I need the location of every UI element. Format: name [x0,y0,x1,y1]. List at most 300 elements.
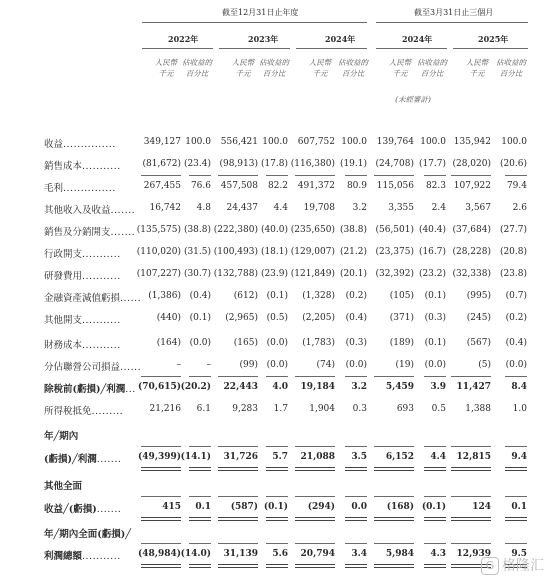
row-label [44,359,141,373]
row-label-text: 利潤總額 [44,551,83,562]
amount-cell: 693 [396,404,414,414]
col-header-rmb-line2: 千元 [158,69,174,78]
row-label [44,548,121,562]
percent-cell: 0.5 [431,404,446,414]
amount-cell: (98,913) [219,159,258,169]
percent-cell: 79.4 [506,181,527,191]
percent-cell: 4.4 [273,203,288,213]
percent-cell: 0.0 [351,502,367,512]
total-double-rule [295,564,335,568]
percent-cell: (0.0) [189,338,211,348]
row-label-text: 年╱期內 [44,431,79,442]
col-header-rmb-line1: 人民幣 [308,58,332,67]
row-label-text: 其他開支 [44,315,83,326]
percent-cell: (14.0) [180,549,211,559]
amount-cell: 16,742 [149,203,181,213]
subtotal-rule [141,543,181,544]
amount-cell: (121,849) [290,269,335,279]
amount-cell: 115,056 [376,181,414,191]
subtotal-rule [424,376,446,377]
amount-cell: 21,216 [149,404,181,414]
amount-cell: (28,228) [452,247,491,257]
row-label [44,290,141,304]
row-label [44,478,82,492]
percent-cell: 3.5 [351,452,367,462]
percent-cell: (17.7) [418,159,446,169]
total-double-rule [218,467,258,471]
col-header-pct-line1: 佔收益的 [182,58,212,67]
row-label-text: 除稅前(虧損)╱利潤 [44,384,126,395]
amount-cell: (567) [466,338,491,348]
subtotal-rule [189,175,211,176]
amount-cell: (49,399) [138,452,181,462]
percent-cell: 76.6 [190,181,211,191]
amount-cell: 5,984 [385,549,414,559]
subtotal-rule [345,446,367,447]
subtotal-rule [189,496,211,497]
amount-cell: (70,615) [138,382,181,392]
amount-cell: 135,942 [453,137,491,147]
amount-cell: 19,184 [300,382,335,392]
amount-cell: 19,708 [303,203,335,213]
total-double-rule [345,467,367,471]
percent-cell: 4.0 [272,382,288,392]
row-label-text: 收益 [44,139,64,150]
total-double-rule [505,517,527,521]
percent-cell: (0.0) [424,360,446,370]
amount-cell: (587) [230,502,258,512]
total-double-rule [374,517,414,521]
percent-cell: 0.3 [352,404,367,414]
total-double-rule [451,517,491,521]
total-double-rule [424,564,446,568]
amount-cell: (2,205) [302,313,335,323]
amount-cell: (105) [389,291,414,301]
row-label [44,202,135,216]
amount-cell: (294) [307,502,335,512]
percent-cell: (27.7) [499,225,527,235]
amount-cell: 607,752 [297,137,335,147]
amount-cell: (37,684) [452,225,491,235]
subtotal-rule [505,496,527,497]
total-double-rule [189,564,211,568]
group-header-q1: 截至3月31日止三個月 [414,8,494,17]
year-rule [453,48,528,49]
col-header-pct-line1: 佔收益的 [259,58,289,67]
amount-cell: 1,388 [465,404,491,414]
percent-cell: (23.2) [418,269,446,279]
year-header-2024: 2024年 [325,34,356,44]
percent-cell: (0.1) [189,313,211,323]
subtotal-rule [451,175,491,176]
percent-cell: 1.0 [512,404,527,414]
group-rule-q1 [376,22,528,23]
subtotal-rule [141,175,181,176]
amount-cell: 267,455 [143,181,181,191]
row-label-text: 金融資產減值虧損 [44,293,121,304]
row-label-leader: ...... [120,362,142,373]
subtotal-rule [295,543,335,544]
subtotal-rule [266,446,288,447]
percent-cell: (40.4) [418,225,446,235]
row-label [44,451,121,465]
subtotal-rule [141,446,181,447]
percent-cell: (20.8) [499,247,527,257]
total-double-rule [424,517,446,521]
row-label-leader: ............... [63,183,116,194]
row-label-leader: ........... [82,161,121,172]
amount-cell: 31,139 [223,549,258,559]
col-header-rmb-line1: 人民幣 [231,58,255,67]
amount-cell: (48,984) [138,549,181,559]
amount-cell: 24,437 [226,203,258,213]
col-header-rmb [227,57,259,79]
percent-cell: (17.8) [260,159,288,169]
subtotal-rule [505,446,527,447]
amount-cell: (99) [239,360,258,370]
row-label-text: 所得稅抵免 [44,406,92,417]
col-header-rmb [461,57,493,79]
subtotal-rule [218,446,258,447]
amount-cell: (1,328) [302,291,335,301]
row-label [44,158,121,172]
row-label [44,403,123,417]
col-header-rmb [384,57,416,79]
year-rule [296,48,367,49]
year-header-2024-q1: 2024年 [402,34,433,44]
col-header-pct [336,57,370,79]
percent-cell: 0.1 [195,502,211,512]
percent-cell: (38.8) [339,225,367,235]
percent-cell: 4.4 [430,452,446,462]
amount-cell: (132,788) [213,269,258,279]
total-double-rule [141,517,181,521]
subtotal-rule [295,496,335,497]
subtotal-rule [218,543,258,544]
amount-cell: 1,904 [309,404,335,414]
amount-cell: (24,708) [375,159,414,169]
percent-cell: (0.7) [505,291,527,301]
col-header-rmb-line2: 千元 [235,69,251,78]
subtotal-rule [266,543,288,544]
subtotal-rule [424,496,446,497]
total-double-rule [451,467,491,471]
row-label-leader: ....... [96,504,122,515]
subtotal-rule [505,376,527,377]
subtotal-rule [451,376,491,377]
row-label [44,381,136,395]
amount-cell: 491,372 [297,181,335,191]
amount-cell: (129,007) [290,247,335,257]
subtotal-rule [295,376,335,377]
total-double-rule [424,467,446,471]
amount-cell: (245) [466,313,491,323]
percent-cell: (23.8) [499,269,527,279]
subtotal-rule [451,543,491,544]
row-label-text: 財務成本 [44,340,83,351]
col-header-rmb-line1: 人民幣 [154,58,178,67]
col-header-rmb-line2: 千元 [392,69,408,78]
subtotal-rule [451,496,491,497]
percent-cell: 80.9 [346,181,367,191]
row-label [44,337,121,351]
amount-cell: (189) [389,338,414,348]
year-rule [376,48,447,49]
subtotal-rule [218,175,258,176]
amount-cell: (371) [389,313,414,323]
col-header-pct-line1: 佔收益的 [496,58,526,67]
percent-cell: (0.0) [505,360,527,370]
total-double-rule [141,564,181,568]
total-double-rule [266,517,288,521]
percent-cell: (20.1) [339,269,367,279]
subtotal-rule [345,376,367,377]
percent-cell: (0.1) [263,502,288,512]
col-header-rmb-line2: 千元 [469,69,485,78]
group-rule-fy [142,22,367,23]
total-double-rule [141,467,181,471]
subtotal-rule [266,496,288,497]
amount-cell: 6,152 [385,452,414,462]
watermark-text: 格隆汇 [502,558,544,574]
subtotal-rule [218,496,258,497]
col-header-rmb [304,57,336,79]
amount-cell: 12,939 [456,549,491,559]
amount-cell: (81,672) [142,159,181,169]
total-double-rule [189,517,211,521]
amount-cell: (612) [233,291,258,301]
subtotal-rule [189,446,211,447]
col-header-rmb-line2: 千元 [312,69,328,78]
percent-cell: 1.7 [273,404,288,414]
percent-cell: 100.0 [420,137,446,147]
amount-cell: (995) [466,291,491,301]
total-double-rule [189,467,211,471]
subtotal-rule [295,175,335,176]
percent-cell: (0.4) [189,291,211,301]
subtotal-rule [345,175,367,176]
percent-cell: 9.5 [511,549,527,559]
percent-cell: (0.3) [424,313,446,323]
percent-cell: (0.0) [266,338,288,348]
year-rule [219,48,290,49]
subtotal-rule [266,175,288,176]
subtotal-rule [424,446,446,447]
amount-cell: – [176,360,181,370]
row-label-leader: ....... [110,227,136,238]
percent-cell: (0.2) [345,291,367,301]
amount-cell: 20,794 [300,549,335,559]
amount-cell: (165) [233,338,258,348]
row-label-text: (虧損)╱利潤 [44,454,97,465]
percent-cell: 4.3 [430,549,446,559]
percent-cell: (0.3) [345,338,367,348]
percent-cell: (0.0) [266,360,288,370]
amount-cell: (19) [395,360,414,370]
percent-cell: 100.0 [185,137,211,147]
total-double-rule [345,517,367,521]
amount-cell: 21,088 [300,452,335,462]
amount-cell: (5) [478,360,491,370]
row-label [44,224,135,238]
row-label-leader: ....... [110,205,136,216]
row-label-text: 分佔聯營公司損益 [44,362,121,373]
subtotal-rule [374,175,414,176]
row-label-text: 研發費用 [44,271,83,282]
total-double-rule [218,517,258,521]
total-double-rule [374,467,414,471]
col-header-pct [494,57,528,79]
col-header-pct-line1: 佔收益的 [417,58,447,67]
percent-cell: 100.0 [501,137,527,147]
watermark [481,555,544,575]
subtotal-rule [141,496,181,497]
total-double-rule [295,467,335,471]
col-header-rmb-line1: 人民幣 [465,58,489,67]
percent-cell: (21.2) [339,247,367,257]
percent-cell: (20.6) [499,159,527,169]
percent-cell: 3.9 [430,382,446,392]
percent-cell: (0.4) [505,338,527,348]
year-header-2025-q1: 2025年 [478,34,509,44]
amount-cell: 457,508 [220,181,258,191]
percent-cell: (0.4) [345,313,367,323]
amount-cell: 22,443 [223,382,258,392]
amount-cell: (1,783) [302,338,335,348]
percent-cell: 3.2 [352,203,367,213]
col-header-pct-line2: 百分比 [185,69,209,78]
row-label-text: 收益╱(虧損) [44,504,97,515]
amount-cell: (110,020) [136,247,181,257]
amount-cell: (23,375) [375,247,414,257]
percent-cell: (20.2) [180,382,211,392]
subtotal-rule [374,446,414,447]
row-label-leader: ........... [82,249,121,260]
year-rule [142,48,213,49]
percent-cell: – [206,360,211,370]
col-header-pct [415,57,449,79]
col-header-pct-line2: 百分比 [341,69,365,78]
amount-cell: 31,726 [223,452,258,462]
amount-cell: 9,283 [232,404,258,414]
row-label [44,501,121,515]
total-double-rule [345,564,367,568]
amount-cell: 139,764 [376,137,414,147]
row-label-text: 銷售成本 [44,161,83,172]
subtotal-rule [505,543,527,544]
unaudited-note: (未經審計) [395,95,431,104]
row-label-leader: ...... [120,293,142,304]
amount-cell: (32,392) [375,269,414,279]
percent-cell: 82.2 [267,181,288,191]
row-label-text: 毛利 [44,183,64,194]
row-label [44,136,116,150]
amount-cell: 556,421 [220,137,258,147]
subtotal-rule [141,376,181,377]
amount-cell: (74) [316,360,335,370]
percent-cell: 5.7 [272,452,288,462]
row-label [44,428,78,442]
amount-cell: (135,575) [136,225,181,235]
amount-cell: (116,380) [290,159,335,169]
subtotal-rule [374,376,414,377]
amount-cell: (100,493) [213,247,258,257]
subtotal-rule [345,496,367,497]
col-header-pct [180,57,214,79]
col-header-rmb [150,57,182,79]
row-label-leader: ........... [82,340,121,351]
amount-cell: 415 [162,502,181,512]
percent-cell: 9.4 [511,452,527,462]
percent-cell: (23.4) [183,159,211,169]
row-label-leader: ....... [96,454,122,465]
percent-cell: (18.1) [260,247,288,257]
amount-cell: 349,127 [143,137,181,147]
percent-cell: 5.6 [272,549,288,559]
amount-cell: 3,567 [465,203,491,213]
col-header-rmb-line1: 人民幣 [388,58,412,67]
total-double-rule [505,467,527,471]
row-label-leader: ......... [91,406,124,417]
percent-cell: (0.0) [345,360,367,370]
percent-cell: 6.1 [196,404,211,414]
percent-cell: (38.8) [183,225,211,235]
row-label [44,246,121,260]
amount-cell: (56,501) [375,225,414,235]
amount-cell: 5,459 [385,382,414,392]
percent-cell: 100.0 [262,137,288,147]
percent-cell: (0.5) [266,313,288,323]
total-double-rule [218,564,258,568]
amount-cell: (440) [156,313,181,323]
percent-cell: (0.1) [421,502,446,512]
subtotal-rule [189,376,211,377]
col-header-pct-line1: 佔收益的 [338,58,368,67]
year-header-2022: 2022年 [168,34,199,44]
percent-cell: (16.7) [418,247,446,257]
col-header-pct-line2: 百分比 [262,69,286,78]
group-header-fy: 截至12月31日止年度 [222,8,299,17]
row-label-text: 銷售及分銷開支 [44,227,111,238]
amount-cell: 124 [472,502,491,512]
col-header-pct [257,57,291,79]
percent-cell: 8.4 [511,382,527,392]
percent-cell: (31.5) [183,247,211,257]
percent-cell: 3.2 [351,382,367,392]
amount-cell: (107,227) [136,269,181,279]
percent-cell: (14.1) [180,452,211,462]
percent-cell: (0.1) [266,291,288,301]
amount-cell: (164) [156,338,181,348]
row-label-text: 年╱期內全面(虧損)╱ [44,529,131,540]
amount-cell: (168) [386,502,414,512]
row-label-leader: ... [125,384,136,395]
subtotal-rule [218,376,258,377]
percent-cell: (0.2) [505,313,527,323]
col-header-pct-line2: 百分比 [420,69,444,78]
percent-cell: (0.1) [424,291,446,301]
amount-cell: (32,338) [452,269,491,279]
row-label [44,180,116,194]
subtotal-rule [424,543,446,544]
amount-cell: (2,965) [225,313,258,323]
percent-cell: 100.0 [341,137,367,147]
subtotal-rule [451,446,491,447]
total-double-rule [266,467,288,471]
total-double-rule [266,564,288,568]
amount-cell: (28,020) [452,159,491,169]
row-label-leader: ........... [82,271,121,282]
